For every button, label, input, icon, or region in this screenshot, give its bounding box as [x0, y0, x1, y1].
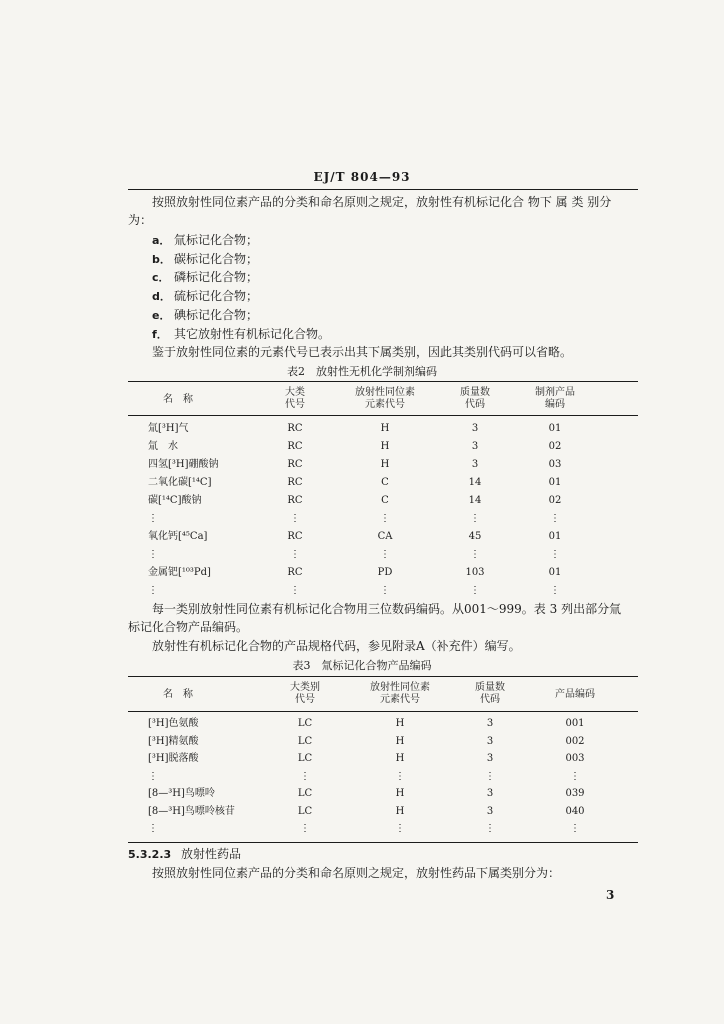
list-text: 碘标记化合物； [174, 308, 259, 322]
table2-cell: 01 [548, 423, 562, 434]
section-number: 5.3.2.3 [128, 848, 172, 861]
list-item [152, 268, 258, 287]
table3-cell: 001 [565, 718, 585, 729]
table2-cell: RC [287, 531, 303, 542]
table2-cell: RC [287, 567, 303, 578]
list-text: 其它放射性有机标记化合物。 [174, 327, 331, 341]
table2-header-rule [128, 415, 638, 416]
table2-cell: 氚 水 [148, 441, 178, 452]
table3-cell: LC [297, 718, 313, 729]
table3-cell: [³H]精氨酸 [148, 735, 199, 747]
page-number: 3 [606, 888, 615, 902]
table3-bottom-rule [128, 842, 638, 843]
table3-cell: [³H]脱落酸 [148, 753, 199, 764]
table3-cell: H [395, 805, 405, 817]
table2-cell: RC [287, 459, 303, 470]
section-heading [128, 845, 241, 864]
table2-cell: 14 [468, 495, 482, 506]
table2-cell: RC [287, 423, 303, 434]
table3-cell: 003 [565, 753, 585, 764]
list-marker: b． [152, 253, 171, 266]
table2-cell: CA [377, 531, 393, 542]
list-item [152, 250, 258, 269]
table2-cell: 103 [465, 567, 485, 578]
table2-cell: ⋮ [380, 513, 390, 524]
table2-cell: ⋮ [290, 513, 300, 524]
table3-cell: [8—³H]鸟嘌呤核苷 [148, 805, 235, 817]
table2-cell: ⋮ [148, 585, 158, 596]
table3-cell: H [395, 788, 405, 799]
para2-line-3: 放射性有机标记化合物的产品规格代码，参见附录A（补充件）编写。 [152, 639, 521, 653]
table3-header-mass: 质量数 代码 [475, 682, 505, 705]
list-marker: e． [152, 309, 171, 322]
table3-cell: ⋮ [148, 823, 158, 834]
table3-cell: ⋮ [395, 823, 405, 834]
list-text: 磷标记化合物； [174, 270, 259, 284]
table2-cell: 01 [548, 531, 562, 542]
table3-cell: [8—³H]鸟嘌呤 [148, 788, 215, 799]
table3-cell: LC [297, 753, 313, 764]
table2-cell: 氧化钙[⁴⁵Ca] [148, 531, 208, 542]
table2-header-element: 放射性同位素 元素代号 [355, 387, 415, 410]
list-marker: c． [152, 271, 170, 284]
table2-cell: PD [377, 567, 393, 578]
table2-cell: 氚[³H]气 [148, 423, 189, 434]
table2-cell: ⋮ [550, 513, 560, 524]
table3-cell: ⋮ [395, 770, 405, 782]
table2-cell: ⋮ [550, 585, 560, 596]
table2-cell: ⋮ [148, 513, 158, 524]
table2-cell: ⋮ [290, 549, 300, 560]
table3-cell: [³H]色氨酸 [148, 718, 199, 729]
table2-cell: ⋮ [380, 585, 390, 596]
standard-code: EJ/T 804—93 [313, 170, 411, 184]
table2-cell: 45 [468, 531, 482, 542]
para3: 按照放射性同位素产品的分类和命名原则之规定，放射性药品下属类别分为： [152, 866, 561, 880]
table2-cell: ⋮ [470, 585, 480, 596]
table3-cell: 3 [486, 735, 494, 747]
table2-header-product: 制剂产品 编码 [535, 387, 575, 410]
table3-cell: 039 [565, 788, 585, 799]
note-paragraph: 鉴于放射性同位素的元素代号已表示出其下属类别，因此其类别代码可以省略。 [152, 345, 573, 359]
table2-cell: ⋮ [290, 585, 300, 596]
table3-cell: LC [297, 788, 313, 799]
table2-cell: C [381, 495, 389, 506]
list-text: 碳标记化合物； [174, 252, 259, 266]
table2-cell: 碳[¹⁴C]酸钠 [148, 495, 202, 506]
table2-header-name: 名 称 [163, 394, 193, 405]
table3-cell: H [395, 735, 405, 747]
list-item [152, 325, 330, 344]
table3-cell: 3 [486, 805, 494, 817]
table3-cell: ⋮ [570, 823, 580, 834]
table3-top-rule [128, 676, 638, 677]
list-item [152, 287, 258, 306]
table2-cell: 二氧化碳[¹⁴C] [148, 477, 212, 488]
table2-cell: ⋮ [148, 549, 158, 560]
table2-cell: 3 [471, 423, 479, 434]
table3-cell: 3 [486, 753, 494, 764]
list-text: 硫标记化合物； [174, 289, 259, 303]
table3-cell: ⋮ [300, 823, 310, 834]
list-marker: a． [152, 234, 171, 247]
table3-cell: 3 [486, 788, 494, 799]
list-marker: d． [152, 290, 171, 303]
table3-cell: ⋮ [148, 770, 158, 782]
table2-cell: ⋮ [550, 549, 560, 560]
section-title: 放射性药品 [180, 847, 241, 861]
list-item [152, 306, 258, 325]
table2-caption: 表2 放射性无机化学制剂编码 [287, 365, 437, 378]
table3-cell: H [395, 718, 405, 729]
table3-cell: 3 [486, 718, 494, 729]
table2-cell: 01 [548, 567, 562, 578]
list-text: 氚标记化合物； [174, 233, 259, 247]
table2-cell: ⋮ [380, 549, 390, 560]
table3-cell: 040 [565, 805, 585, 817]
table3-cell: ⋮ [300, 770, 310, 782]
table3-header-element: 放射性同位素 元素代号 [370, 682, 430, 705]
table3-cell: LC [297, 805, 313, 817]
table2-header-mass: 质量数 代码 [460, 387, 490, 410]
table3-cell: ⋮ [485, 823, 495, 834]
para2-line-1: 每一类别放射性同位素有机标记化合物用三位数码编码。从001～999。表 3 列出部分氚 [152, 602, 622, 616]
table2-cell: ⋮ [470, 513, 480, 524]
para2-line-2: 标记化合物产品编码。 [128, 620, 249, 634]
intro-line-1: 按照放射性同位素产品的分类和命名原则之规定，放射性有机标记化合 物下 属 类 别分 [152, 195, 612, 209]
table3-header-name: 名 称 [163, 689, 193, 700]
table2-cell: 3 [471, 441, 479, 452]
table3-header-rule [128, 711, 638, 712]
table2-cell: 02 [548, 495, 562, 506]
table3-caption: 表3 氚标记化合物产品编码 [292, 659, 432, 672]
table3-cell: H [395, 753, 405, 764]
table2-cell: RC [287, 477, 303, 488]
table3-cell: LC [297, 735, 313, 747]
table2-cell: H [380, 423, 390, 434]
table2-cell: 3 [471, 459, 479, 470]
table2-cell: 03 [548, 459, 562, 470]
table2-cell: ⋮ [470, 549, 480, 560]
header-rule [128, 189, 638, 190]
table3-cell: 002 [565, 735, 585, 747]
table3-header-product: 产品编码 [555, 689, 595, 700]
list-item [152, 231, 258, 250]
table3-cell: ⋮ [485, 770, 495, 782]
table2-cell: H [380, 459, 390, 470]
table3-header-category: 大类别 代号 [290, 682, 320, 705]
table2-header-category: 大类 代号 [285, 387, 305, 410]
table2-cell: 01 [548, 477, 562, 488]
table2-cell: 四氢[³H]硼酸钠 [148, 459, 219, 470]
table2-cell: 02 [548, 441, 562, 452]
table2-cell: RC [287, 495, 303, 506]
table2-cell: 金属钯[¹⁰³Pd] [148, 567, 211, 578]
table3-cell: ⋮ [570, 770, 580, 782]
table2-cell: 14 [468, 477, 482, 488]
table2-cell: C [381, 477, 389, 488]
intro-line-2: 为： [128, 213, 153, 227]
table2-cell: RC [287, 441, 303, 452]
table2-cell: H [380, 441, 390, 452]
table2-top-rule [128, 381, 638, 382]
list-marker: f． [152, 328, 168, 341]
